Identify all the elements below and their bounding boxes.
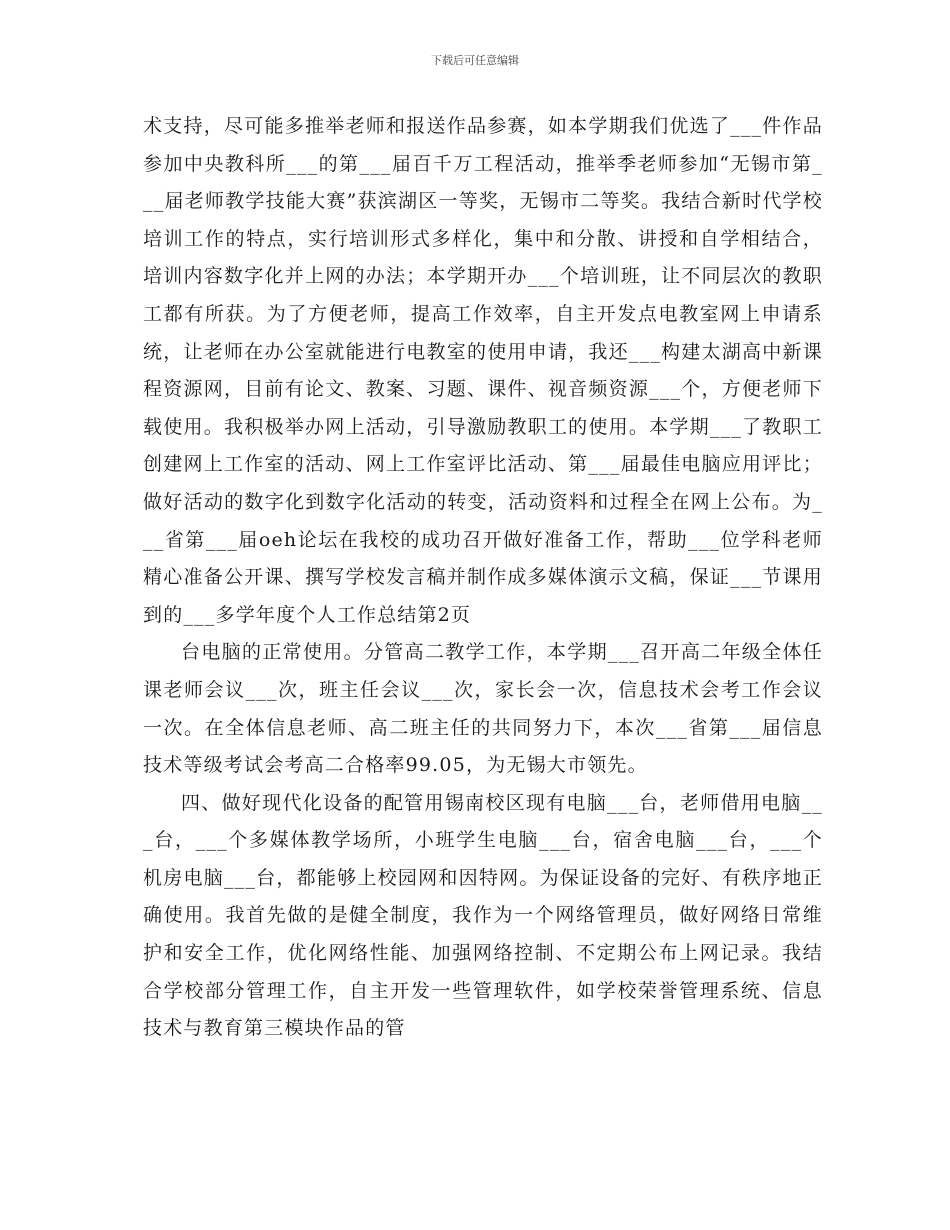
- paragraph-3: 四、做好现代化设备的配管用锡南校区现有电脑___台，老师借用电脑___台，___个多媒体教学场所，小班学生电脑___台，宿舍电脑___台，___个机房电脑___台，都能够上校园网和因特网。为保证设备的完好、有秩序地正确使用。我首先做的是健全制度，我作为一个网络管理员，做好网络日常维护和安全工作，优化网络性能、加强网络控制、不定期公布上网记录。我结合学校部分管理工作，自主开发一些管理软件，如学校荣誉管理系统、信息技术与教育第三模块作品的管: [143, 791, 823, 1040]
- paragraph-1: 术支持，尽可能多推举老师和报送作品参赛，如本学期我们优选了___件作品参加中央教科所___的第___届百千万工程活动，推举季老师参加“无锡市第___届老师教学技能大赛”获滨湖区一等奖，无锡市二等奖。我结合新时代学校培训工作的特点，实行培训形式多样化，集中和分散、讲授和自学相结合，培训内容数字化并上网的办法；本学期开办___个培训班，让不同层次的教职工都有所获。为了方便老师，提高工作效率，自主开发点电教室网上申请系统，让老师在办公室就能进行电教室的使用申请，我还___构建太湖高中新课程资源网，目前有论文、教案、习题、课件、视音频资源___个，方便老师下载使用。我积极举办网上活动，引导激励教职工的使用。本学期___了教职工创建网上工作室的活动、网上工作室评比活动、第___届最佳电脑应用评比；做好活动的数字化到数字化活动的转变，活动资料和过程全在网上公布。为___省第___届oeh论坛在我校的成功召开做好准备工作，帮助___位学科老师精心准备公开课、撰写学校发言稿并制作成多媒体演示文稿，保证___节课用到的___多学年度个人工作总结第2页: [143, 115, 823, 626]
- document-body: [143, 108, 823, 1048]
- page-header: 下载后可任意编辑: [431, 54, 519, 67]
- paragraph-2: 台电脑的正常使用。分管高二教学工作，本学期___召开高二年级全体任课老师会议___次，班主任会议___次，家长会一次，信息技术会考工作会议一次。在全体信息老师、高二班主任的共同努力下，本次___省第___届信息技术等级考试会考高二合格率99.05，为无锡大市领先。: [143, 641, 823, 777]
